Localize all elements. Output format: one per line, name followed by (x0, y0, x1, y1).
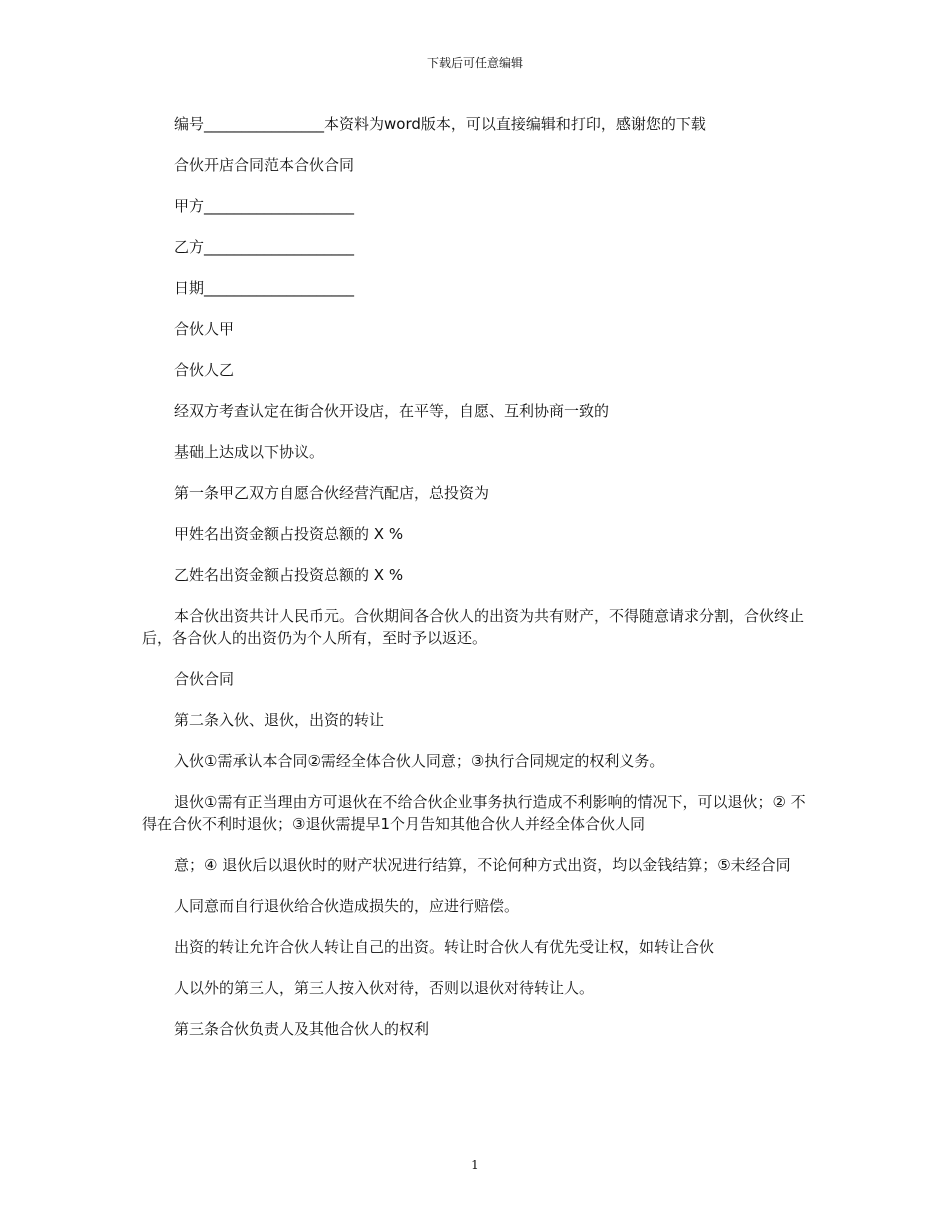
paragraph: 合伙开店合同范本合伙合同 (174, 156, 355, 174)
document-body (142, 113, 810, 1059)
paragraph: 第三条合伙负责人及其他合伙人的权利 (174, 1020, 430, 1038)
paragraph: 意；④ 退伙后以退伙时的财产状况进行结算，不论何种方式出资，均以金钱结算；⑤未经合同 (174, 856, 791, 874)
paragraph: 出资的转让允许合伙人转让自己的出资。转让时合伙人有优先受让权，如转让合伙 (174, 938, 715, 956)
paragraph: 合伙人乙 (174, 361, 235, 379)
paragraph: 合伙人甲 (174, 320, 235, 338)
paragraph: 日期____________________ (174, 279, 355, 297)
paragraph: 退伙①需有正当理由方可退伙在不给合伙企业事务执行造成不利影响的情况下，可以退伙；② 不得在合伙不利时退伙；③退伙需提早1个月告知其他合伙人并经全体合伙人同 (142, 793, 806, 833)
paragraph: 编号________________本资料为word版本，可以直接编辑和打印，感谢您的下载 (174, 115, 706, 133)
page-number: 1 (471, 1158, 479, 1172)
paragraph: 乙方____________________ (174, 238, 355, 256)
paragraph: 甲姓名出资金额占投资总额的 X % (174, 525, 404, 543)
paragraph: 入伙①需承认本合同②需经全体合伙人同意；③执行合同规定的权利义务。 (174, 752, 665, 770)
paragraph: 乙姓名出资金额占投资总额的 X % (174, 566, 404, 584)
page-header: 下载后可任意编辑 (426, 56, 523, 70)
paragraph: 甲方____________________ (174, 197, 355, 215)
paragraph: 人以外的第三人，第三人按入伙对待，否则以退伙对待转让人。 (174, 979, 595, 997)
paragraph: 第一条甲乙双方自愿合伙经营汽配店，总投资为 (174, 484, 490, 502)
paragraph: 合伙合同 (174, 670, 235, 688)
paragraph: 本合伙出资共计人民币元。合伙期间各合伙人的出资为共有财产，不得随意请求分割，合伙终止后，各合伙人的出资仍为个人所有，至时予以返还。 (142, 607, 805, 647)
paragraph: 经双方考查认定在街合伙开设店，在平等，自愿、互利协商一致的 (174, 402, 610, 420)
paragraph: 人同意而自行退伙给合伙造成损失的，应进行赔偿。 (174, 897, 520, 915)
paragraph: 第二条入伙、退伙，出资的转让 (174, 711, 385, 729)
paragraph: 基础上达成以下协议。 (174, 443, 325, 461)
